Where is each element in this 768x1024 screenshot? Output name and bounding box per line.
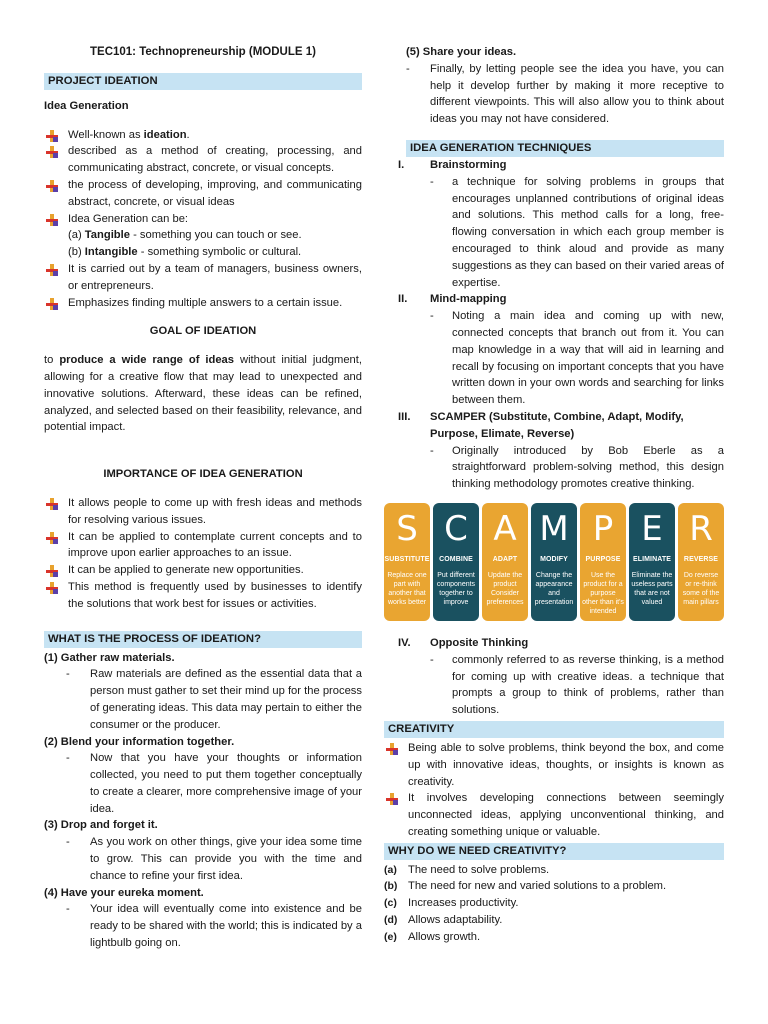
bullet-icon (386, 743, 398, 755)
list-item: It is carried out by a team of managers, business owners, or entrepreneurs. (44, 261, 362, 295)
list-item: It can be applied to generate new opportunities. (44, 562, 362, 579)
importance-list (44, 495, 362, 613)
scamper-card-combine: C COMBINE Put different components together to improve (433, 503, 479, 621)
sub-item-tangible: (a) Tangible - something you can touch or see. (68, 229, 302, 242)
process-step-4: (4) Have your eureka moment. - Your idea will eventually come into existence and be ready to be shared with the world; this is indicated by a lightbulb going on. (44, 886, 362, 950)
sub-item-intangible: (b) Intangible - something symbolic or cultural. (68, 246, 302, 259)
bullet-icon (46, 146, 58, 158)
list-item: Being able to solve problems, think beyond the box, and come up with innovative ideas, thoughts, or insights is known as creativity. (384, 740, 724, 790)
technique-mind-mapping: II. Mind-mapping - Noting a main idea and coming up with new, connected concepts that branch out from it. You can map knowledge in a way that will aid in learning and recall by focusing on important concepts that you have written down in your own words and searching for links between them. (398, 293, 724, 407)
list-item: (e) Allows growth. (384, 930, 481, 943)
list-item: (d) Allows adaptability. (384, 914, 503, 927)
section-band-project-ideation: PROJECT IDEATION (44, 73, 362, 90)
process-step-3: (3) Drop and forget it. - As you work on other things, give your idea some time to grow. This can provide you with the time and chance to refine your first idea. (44, 819, 362, 882)
bullet-icon (46, 180, 58, 192)
list-item: Well-known as ideation. (44, 127, 362, 144)
process-step-5: (5) Share your ideas. - Finally, by letting people see the idea you have, you can help it develop further by making it more receptive to different viewpoints. This will also allow you to think about ideas you may not have considered. (406, 46, 724, 126)
list-item: described as a method of creating, processing, and communicating abstract, concrete, or visual concepts. (44, 143, 362, 177)
process-step-1: (1) Gather raw materials. - Raw materials are defined as the essential data that a person must gather to set their mind up for the process of generating ideas. This data may pertain to either the consumer or the producer. (44, 651, 362, 731)
right-column (384, 44, 724, 946)
scamper-graphic (384, 503, 724, 621)
bullet-icon (386, 793, 398, 805)
list-item: This method is frequently used by businesses to identify the solutions that work best for issues or activities. (44, 579, 362, 613)
section-band-creativity: CREATIVITY (384, 721, 724, 738)
list-item: the process of developing, improving, and communicating abstract, concrete, or visual ideas (44, 177, 362, 211)
section-band-techniques: IDEA GENERATION TECHNIQUES (406, 140, 724, 157)
list-item: It involves developing connections between seemingly unconnected ideas, applying unconventional thinking, and creating something unique or valuable. (384, 790, 724, 840)
scamper-card-substitute: S SUBSTITUTE Replace one part with another that works better (384, 503, 430, 621)
technique-opposite-thinking: IV. Opposite Thinking - commonly referred to as reverse thinking, is a method for coming up with creative ideas. a technique that prompts a group to think of problems, rather than solutions. (398, 636, 724, 717)
bullet-icon (46, 532, 58, 544)
scamper-card-eliminate: E ELIMINATE Eliminate the useless parts that are not valued (629, 503, 675, 621)
scamper-card-reverse: R REVERSE Do reverse or re-think some of the main pillars (678, 503, 724, 621)
bullet-icon (46, 582, 58, 594)
list-item: (c) Increases productivity. (384, 897, 519, 910)
bullet-icon (46, 264, 58, 276)
list-item: (b) The need for new and varied solutions to a problem. (384, 880, 667, 893)
document-title: TEC101: Technopreneurship (MODULE 1) (90, 46, 316, 58)
process-step-2: (2) Blend your information together. - Now that you have your thoughts or information collected, you need to put them together conceptually to create a clearer, more comprehensive image of your idea. (44, 735, 362, 815)
list-item: Idea Generation can be: (a) Tangible - something you can touch or see. (b) Intangible - something symbolic or cultural. (44, 211, 362, 261)
bullet-icon (46, 298, 58, 310)
importance-title: IMPORTANCE OF IDEA GENERATION (103, 468, 303, 481)
scamper-card-adapt: A ADAPT Update the product Consider preferences (482, 503, 528, 621)
subheading-idea-generation: Idea Generation (44, 99, 129, 112)
bullet-icon (46, 565, 58, 577)
goal-title: GOAL OF IDEATION (149, 325, 257, 338)
technique-scamper: III. SCAMPER (Substitute, Combine, Adapt, Modify, Purpose, Elimate, Reverse) - Originally introduced by Bob Eberle as a straightforward problem-solving method, this design thinking methodology promotes creative thinking. (398, 410, 724, 491)
technique-brainstorming: I. Brainstorming - a technique for solving problems in groups that encourages unplanned contributions of original ideas and solutions. This method calls for a long, free-flowing conversation in which each group member is encouraged to think aloud and provide as many suggestions as they can based on their varied areas of expertise. (398, 158, 724, 289)
section-band-why-creativity: WHY DO WE NEED CREATIVITY? (384, 843, 724, 860)
list-item: It can be applied to contemplate current concepts and to improve upon earlier approaches to an issue. (44, 529, 362, 563)
creativity-list (384, 740, 724, 841)
scamper-card-purpose: P PURPOSE Use the product for a purpose other than it's intended (580, 503, 626, 621)
scamper-card-modify: M MODIFY Change the appearance and presentation (531, 503, 577, 621)
section-band-process: WHAT IS THE PROCESS OF IDEATION? (44, 631, 362, 648)
goal-paragraph: to produce a wide range of ideas without initial judgment, allowing for a creative flow that may lead to unexpected and innovative solutions. Afterward, these ideas can be refined, analyzed, and selected based on their feasibility, relevance, and potential impact. (44, 354, 362, 434)
bullet-icon (46, 130, 58, 142)
why-creativity-list (384, 862, 724, 946)
list-item: (a) The need to solve problems. (384, 863, 550, 876)
bullet-icon (46, 214, 58, 226)
bullet-icon (46, 498, 58, 510)
list-item: Emphasizes finding multiple answers to a certain issue. (44, 295, 362, 312)
idea-generation-list (44, 127, 362, 312)
list-item: It allows people to come up with fresh ideas and methods for resolving various issues. (44, 495, 362, 529)
left-column (44, 44, 362, 952)
